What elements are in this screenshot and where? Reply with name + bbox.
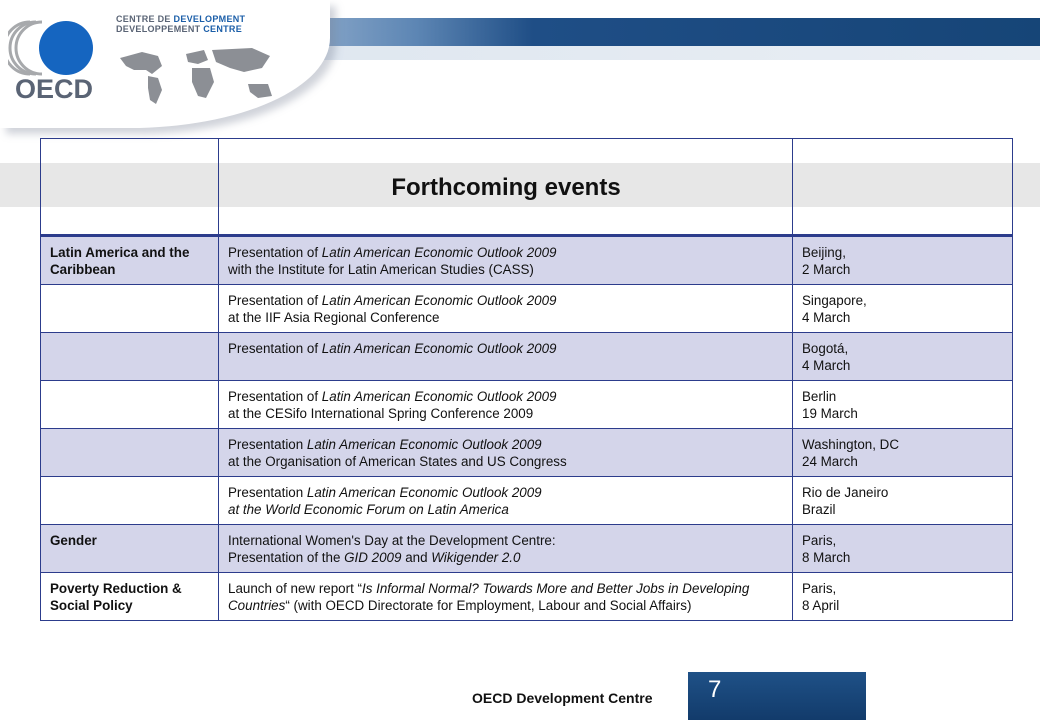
event-description (219, 381, 793, 429)
desc-title: Latin American Economic Outlook 2009 (321, 245, 557, 260)
desc-text: “ (with OECD Directorate for Employment, Labour and Social Affairs) (285, 598, 692, 613)
table-row (41, 573, 1013, 621)
event-place: Washington, DC (802, 437, 899, 452)
event-place-date (793, 236, 1013, 285)
event-date: 2 March (802, 262, 851, 277)
table-row (41, 525, 1013, 573)
event-place-date (793, 381, 1013, 429)
event-place: Rio de Janeiro (802, 485, 889, 500)
desc-text: at the CESifo International Spring Conference 2009 (228, 406, 534, 421)
desc-text: Presentation (228, 485, 307, 500)
desc-text: Presentation of (228, 389, 322, 404)
event-topic (41, 333, 219, 381)
event-place-date (793, 525, 1013, 573)
desc-title: Latin American Economic Outlook 2009 (306, 485, 542, 500)
wordmark-line1-prefix: CENTRE DE (116, 14, 171, 24)
events-table (40, 138, 1013, 621)
page-number: 7 (708, 676, 722, 703)
table-row (41, 429, 1013, 477)
table-row (41, 477, 1013, 525)
table-row (41, 381, 1013, 429)
desc-text: Presentation of (228, 293, 322, 308)
table-title: Forthcoming events (219, 139, 793, 236)
desc-title: Latin American Economic Outlook 2009 (321, 293, 557, 308)
event-topic (41, 285, 219, 333)
event-topic: Poverty Reduction & Social Policy (41, 573, 219, 621)
event-topic (41, 381, 219, 429)
desc-text: with the Institute for Latin American Studies (CASS) (228, 262, 534, 277)
desc-title: GID 2009 (344, 550, 402, 565)
oecd-logo (8, 12, 100, 102)
event-date: 4 March (802, 310, 851, 325)
header-light-band (300, 46, 1040, 60)
event-place-date (793, 333, 1013, 381)
desc-text: at the IIF Asia Regional Conference (228, 310, 440, 325)
event-description (219, 573, 793, 621)
desc-title: Latin American Economic Outlook 2009 (321, 389, 557, 404)
header-blue-band (260, 18, 1040, 46)
wordmark-line1-accent: DEVELOPMENT (173, 14, 246, 24)
oecd-logo-text: OECD (14, 74, 94, 102)
title-row-blank-left (41, 139, 219, 236)
event-topic: Gender (41, 525, 219, 573)
table-title-row (41, 139, 1013, 236)
footer-label: OECD Development Centre (472, 690, 653, 706)
world-map-graphic (112, 40, 292, 110)
wordmark-line2-prefix: DEVELOPPEMENT (116, 24, 201, 34)
desc-text: Launch of new report “ (228, 581, 362, 596)
event-place: Paris, (802, 533, 837, 548)
event-date: 24 March (802, 454, 858, 469)
desc-text: and (401, 550, 432, 565)
desc-title: Latin American Economic Outlook 2009 (306, 437, 542, 452)
desc-title: Wikigender 2.0 (431, 550, 521, 565)
title-row-blank-right (793, 139, 1013, 236)
desc-text: at the Organisation of American States and US Congress (228, 454, 567, 469)
event-description (219, 333, 793, 381)
event-place: Beijing, (802, 245, 846, 260)
desc-title: Latin American Economic Outlook 2009 (321, 341, 557, 356)
desc-text: Presentation of (228, 341, 322, 356)
desc-text: Presentation (228, 437, 307, 452)
event-place: Paris, (802, 581, 837, 596)
event-place: Singapore, (802, 293, 867, 308)
event-topic (41, 429, 219, 477)
development-centre-wordmark (116, 14, 245, 34)
event-place-date (793, 429, 1013, 477)
event-place: Berlin (802, 389, 837, 404)
table-row (41, 333, 1013, 381)
desc-text: International Women's Day at the Development Centre: (228, 533, 556, 548)
event-description (219, 525, 793, 573)
event-date: 19 March (802, 406, 858, 421)
event-place-date (793, 477, 1013, 525)
event-description (219, 429, 793, 477)
event-place-date (793, 573, 1013, 621)
event-date: Brazil (802, 502, 836, 517)
event-description (219, 236, 793, 285)
event-topic (41, 477, 219, 525)
desc-title: Is Informal Normal? Towards More and Better Jobs in Developing Countries (228, 581, 750, 613)
desc-text: Presentation of the (228, 550, 345, 565)
event-date: 8 March (802, 550, 851, 565)
wordmark-line2-accent: CENTRE (203, 24, 243, 34)
event-place-date (793, 285, 1013, 333)
event-date: 4 March (802, 358, 851, 373)
event-description (219, 477, 793, 525)
table-row (41, 285, 1013, 333)
desc-title: at the World Economic Forum on Latin America (228, 502, 509, 517)
event-place: Bogotá, (802, 341, 849, 356)
desc-text: Presentation of (228, 245, 322, 260)
event-date: 8 April (802, 598, 840, 613)
event-topic: Latin America and the Caribbean (41, 236, 219, 285)
table-row (41, 236, 1013, 285)
event-description (219, 285, 793, 333)
